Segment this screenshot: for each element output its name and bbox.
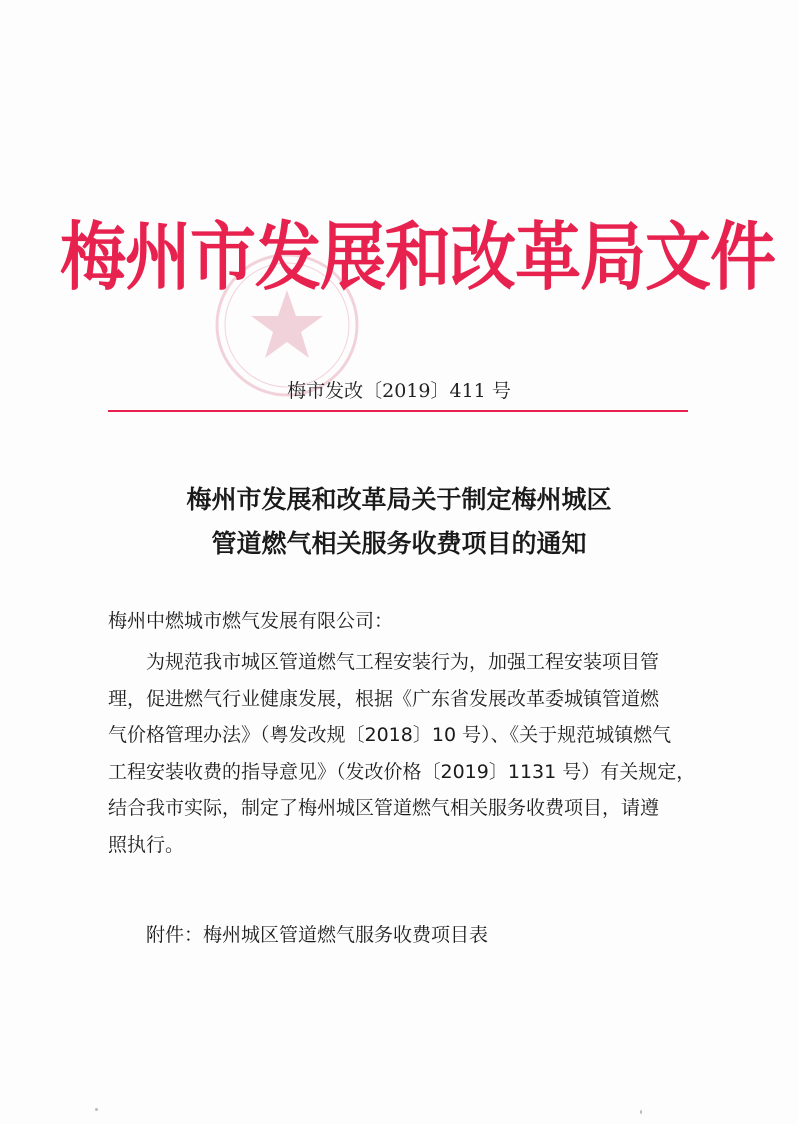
attachment-note: 附件：梅州城区管道燃气服务收费项目表 bbox=[146, 924, 489, 946]
body-line: 工程安装收费的指导意见》（发改价格〔2019〕1131 号）有关规定， bbox=[108, 760, 696, 783]
masthead-title: 梅州市发展和改革局文件 bbox=[60, 214, 775, 301]
body-line: 结合我市实际，制定了梅州城区管道燃气相关服务收费项目，请遵 bbox=[108, 797, 660, 820]
red-divider-line bbox=[108, 410, 688, 412]
notice-title-line-2: 管道燃气相关服务收费项目的通知 bbox=[211, 529, 587, 558]
scan-speck bbox=[95, 1108, 98, 1111]
body-line: 照执行。 bbox=[108, 833, 185, 856]
notice-title-line-1: 梅州市发展和改革局关于制定梅州城区 bbox=[186, 485, 612, 514]
scan-speck bbox=[640, 1110, 642, 1114]
body-line: 为规范我市城区管道燃气工程安装行为，加强工程安装项目管 bbox=[146, 651, 660, 673]
document-number: 梅市发改〔2019〕411 号 bbox=[287, 380, 511, 402]
body-line: 理，促进燃气行业健康发展，根据《广东省发展改革委城镇管道燃 bbox=[108, 687, 660, 710]
salutation: 梅州中燃城市燃气发展有限公司： bbox=[108, 610, 394, 632]
body-paragraph bbox=[108, 644, 708, 864]
body-line: 气价格管理办法》（粤发改规〔2018〕10 号）、《关于规范城镇燃气 bbox=[108, 724, 672, 747]
notice-title bbox=[60, 478, 738, 566]
